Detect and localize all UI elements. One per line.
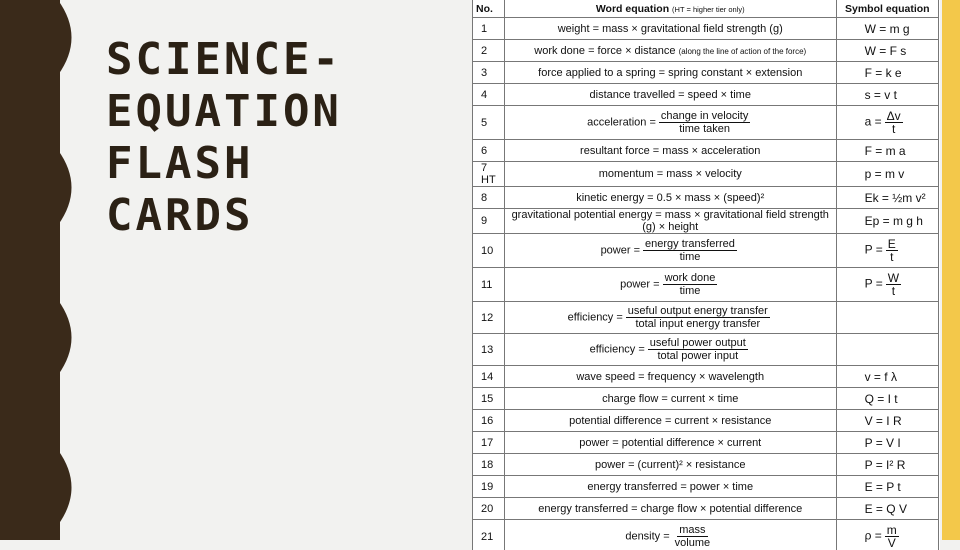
table-row — [473, 62, 939, 84]
word-equation-text: force applied to a spring = spring constant × extension — [538, 67, 802, 79]
symbol-equation — [836, 40, 938, 62]
symbol-equation-lhs: P = — [865, 243, 883, 257]
symbol-equation-fraction-numerator: W — [886, 272, 901, 285]
word-equation-text: kinetic energy = 0.5 × mass × (speed)² — [576, 192, 764, 204]
word-equation-text: energy transferred = charge flow × potential difference — [538, 503, 802, 515]
symbol-equation — [836, 187, 938, 209]
word-equation-text: work done = force × distance — [534, 45, 675, 57]
table-row — [473, 498, 939, 520]
symbol-equation-text: Ek = ½m v² — [865, 191, 926, 205]
word-equation — [504, 410, 836, 432]
symbol-equation-fraction-numerator: E — [886, 238, 898, 251]
word-equation — [504, 18, 836, 40]
table-row — [473, 234, 939, 268]
word-equation-fraction-numerator: useful power output — [648, 337, 748, 350]
symbol-equation-text: F = m a — [865, 144, 906, 158]
word-equation — [504, 162, 836, 187]
symbol-equation-fraction-denominator: t — [890, 285, 897, 297]
header-word-equation — [504, 0, 836, 18]
word-equation-text: distance travelled = speed × time — [590, 89, 751, 101]
table-row — [473, 454, 939, 476]
symbol-equation — [836, 334, 938, 366]
word-equation — [504, 62, 836, 84]
word-equation-fraction-denominator: volume — [673, 537, 712, 549]
word-equation-fraction — [626, 305, 770, 330]
table-row — [473, 302, 939, 334]
row-number: 10 — [473, 234, 505, 268]
row-number: 21 — [473, 520, 505, 550]
word-equation-lhs: power = — [620, 278, 659, 290]
symbol-equation-lhs: P = — [865, 277, 883, 291]
word-equation-text: power = (current)² × resistance — [595, 459, 745, 471]
word-equation-text: weight = mass × gravitational field strength (g) — [558, 23, 783, 35]
table-row — [473, 162, 939, 187]
table-row — [473, 432, 939, 454]
word-equation — [504, 432, 836, 454]
table-row — [473, 334, 939, 366]
symbol-equation — [836, 234, 938, 268]
symbol-equation-fraction-denominator: t — [888, 251, 895, 263]
symbol-equation-text: P = I² R — [865, 458, 906, 472]
word-equation-fraction-denominator: total input energy transfer — [633, 318, 762, 330]
word-equation-text: power = potential difference × current — [579, 437, 761, 449]
word-equation-fraction-denominator: time taken — [677, 123, 732, 135]
symbol-equation-fraction — [886, 238, 898, 263]
word-equation-fraction-numerator: work done — [663, 272, 718, 285]
row-number: 17 — [473, 432, 505, 454]
symbol-equation-fraction-denominator: t — [890, 123, 897, 135]
symbol-equation — [836, 209, 938, 234]
word-equation-text: gravitational potential energy = mass × gravitational field strength (g) × height — [512, 209, 829, 233]
row-number: 14 — [473, 366, 505, 388]
symbol-equation — [836, 106, 938, 140]
word-equation-fraction — [663, 272, 718, 297]
row-number: 5 — [473, 106, 505, 140]
symbol-equation-text: F = k e — [865, 66, 902, 80]
symbol-equation — [836, 410, 938, 432]
symbol-equation-fraction-numerator: m — [885, 524, 899, 537]
symbol-equation — [836, 388, 938, 410]
table-header-row — [473, 0, 939, 18]
symbol-equation-text: v = f λ — [865, 370, 897, 384]
symbol-equation-text: Q = I t — [865, 392, 898, 406]
word-equation — [504, 209, 836, 234]
header-word-label: Word equation — [596, 3, 669, 15]
row-number: 15 — [473, 388, 505, 410]
table-row — [473, 84, 939, 106]
word-equation-fraction-numerator: useful output energy transfer — [626, 305, 770, 318]
table-row — [473, 187, 939, 209]
symbol-equation — [836, 302, 938, 334]
row-number: 20 — [473, 498, 505, 520]
row-number: 9 — [473, 209, 505, 234]
word-equation-fraction — [643, 238, 737, 263]
word-equation-fraction-denominator: time — [678, 285, 703, 297]
word-equation — [504, 302, 836, 334]
word-equation — [504, 40, 836, 62]
symbol-equation-fraction-denominator: V — [886, 537, 898, 549]
row-number: 3 — [473, 62, 505, 84]
table-row — [473, 388, 939, 410]
table-row — [473, 366, 939, 388]
word-equation-fraction — [648, 337, 748, 362]
table-body — [473, 18, 939, 550]
row-number: 6 — [473, 140, 505, 162]
word-equation — [504, 84, 836, 106]
table-row — [473, 106, 939, 140]
row-number: 12 — [473, 302, 505, 334]
equation-table-image — [472, 0, 940, 550]
symbol-equation — [836, 268, 938, 302]
word-equation — [504, 388, 836, 410]
word-equation — [504, 106, 836, 140]
word-equation-text: resultant force = mass × acceleration — [580, 145, 760, 157]
symbol-equation-lhs: ρ = — [865, 529, 882, 543]
table-row — [473, 268, 939, 302]
word-equation-fraction — [659, 110, 750, 135]
symbol-equation-text: W = F s — [865, 44, 907, 58]
word-equation — [504, 366, 836, 388]
word-equation-fraction-numerator: energy transferred — [643, 238, 737, 251]
word-equation-lhs: power = — [601, 244, 640, 256]
row-number: 2 — [473, 40, 505, 62]
word-equation-note: (along the line of action of the force) — [679, 47, 807, 56]
symbol-equation — [836, 454, 938, 476]
word-equation-fraction-numerator: change in velocity — [659, 110, 750, 123]
symbol-equation — [836, 62, 938, 84]
symbol-equation-text: Ep = m g h — [865, 214, 923, 228]
symbol-equation — [836, 498, 938, 520]
word-equation — [504, 234, 836, 268]
word-equation-lhs: density = — [625, 530, 669, 542]
table-row — [473, 18, 939, 40]
symbol-equation-fraction — [886, 272, 901, 297]
row-number: 16 — [473, 410, 505, 432]
symbol-equation — [836, 18, 938, 40]
symbol-equation-text: p = m v — [865, 167, 905, 181]
word-equation-text: potential difference = current × resistance — [569, 415, 771, 427]
word-equation — [504, 140, 836, 162]
symbol-equation-text: E = P t — [865, 480, 901, 494]
symbol-equation — [836, 140, 938, 162]
row-number: 13 — [473, 334, 505, 366]
word-equation — [504, 476, 836, 498]
symbol-equation-lhs: a = — [865, 115, 882, 129]
word-equation-lhs: efficiency = — [568, 311, 623, 323]
word-equation-text: momentum = mass × velocity — [599, 168, 742, 180]
table-row — [473, 40, 939, 62]
symbol-equation-text: W = m g — [865, 22, 910, 36]
table-row — [473, 520, 939, 550]
symbol-equation — [836, 520, 938, 550]
equation-table — [472, 0, 939, 550]
word-equation-fraction-denominator: total power input — [655, 350, 740, 362]
word-equation-text: charge flow = current × time — [602, 393, 738, 405]
symbol-equation-text: V = I R — [865, 414, 902, 428]
word-equation — [504, 334, 836, 366]
symbol-equation — [836, 476, 938, 498]
table-row — [473, 410, 939, 432]
word-equation-fraction-denominator: time — [678, 251, 703, 263]
word-equation-text: energy transferred = power × time — [587, 481, 753, 493]
symbol-equation — [836, 162, 938, 187]
row-number: 7 HT — [473, 162, 505, 187]
symbol-equation-text: s = v t — [865, 88, 897, 102]
symbol-equation — [836, 366, 938, 388]
word-equation-fraction-numerator: mass — [677, 524, 707, 537]
word-equation-lhs: efficiency = — [590, 343, 645, 355]
row-number: 8 — [473, 187, 505, 209]
row-number: 11 — [473, 268, 505, 302]
table-row — [473, 140, 939, 162]
word-equation — [504, 520, 836, 550]
symbol-equation-fraction — [885, 524, 899, 549]
row-number: 1 — [473, 18, 505, 40]
word-equation-fraction — [673, 524, 712, 549]
wavy-edge-decoration — [40, 0, 80, 540]
symbol-equation — [836, 432, 938, 454]
word-equation — [504, 454, 836, 476]
row-number: 4 — [473, 84, 505, 106]
word-equation-text: wave speed = frequency × wavelength — [576, 371, 764, 383]
table-row — [473, 476, 939, 498]
word-equation-lhs: acceleration = — [587, 116, 656, 128]
row-number: 19 — [473, 476, 505, 498]
word-equation — [504, 268, 836, 302]
symbol-equation-text: E = Q V — [865, 502, 907, 516]
header-word-hint: (HT = higher tier only) — [672, 5, 745, 14]
symbol-equation-fraction — [885, 110, 903, 135]
symbol-equation-fraction-numerator: Δv — [885, 110, 903, 123]
symbol-equation-text: P = V I — [865, 436, 901, 450]
word-equation — [504, 187, 836, 209]
word-equation — [504, 498, 836, 520]
symbol-equation — [836, 84, 938, 106]
row-number: 18 — [473, 454, 505, 476]
page-title: SCIENCE- EQUATION FLASH CARDS — [106, 34, 426, 242]
table-row — [473, 209, 939, 234]
header-symbol-equation: Symbol equation — [836, 0, 938, 18]
header-no: No. — [473, 0, 505, 18]
right-accent-strip — [942, 0, 960, 540]
